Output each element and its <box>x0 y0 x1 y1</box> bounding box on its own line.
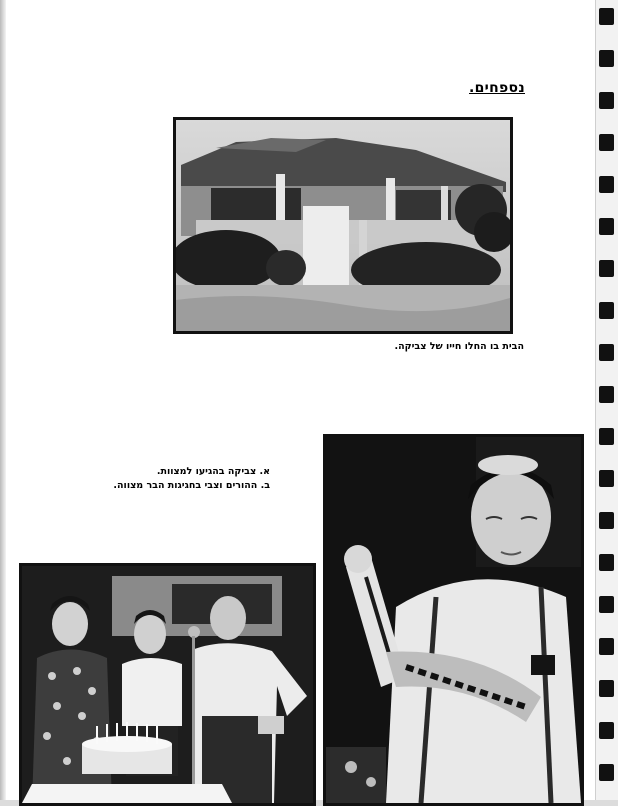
binding-hole <box>599 470 614 487</box>
binding-hole <box>599 512 614 529</box>
binding-hole <box>599 260 614 277</box>
binding-hole <box>599 680 614 697</box>
binding-hole <box>599 92 614 109</box>
photo-house-caption: הבית בו החלו חייו של צביקה. <box>394 341 524 352</box>
binding-hole <box>599 344 614 361</box>
binding-hole <box>599 8 614 25</box>
binding-hole <box>599 596 614 613</box>
photo-caption-a: א. צביקה בהגיעו למצוות. <box>156 466 270 477</box>
binding-hole <box>599 638 614 655</box>
binding-hole <box>599 554 614 571</box>
binding-hole <box>599 764 614 781</box>
binding-hole <box>599 302 614 319</box>
binding-hole <box>599 218 614 235</box>
binding-hole <box>599 134 614 151</box>
binding-hole <box>599 428 614 445</box>
binding-hole <box>599 386 614 403</box>
binding-hole <box>599 176 614 193</box>
binding-hole <box>599 722 614 739</box>
photo-family-celebration <box>19 563 316 806</box>
page-title: נספחים. <box>469 80 525 96</box>
photo-caption-b: ב. ההורים וצבי בחגיגות הבר מצווה. <box>113 480 270 491</box>
page-edge <box>0 0 6 800</box>
photo-bar-mitzvah-boy <box>323 434 584 806</box>
spiral-binding <box>596 0 618 800</box>
binding-hole <box>599 50 614 67</box>
photo-house <box>173 117 513 334</box>
